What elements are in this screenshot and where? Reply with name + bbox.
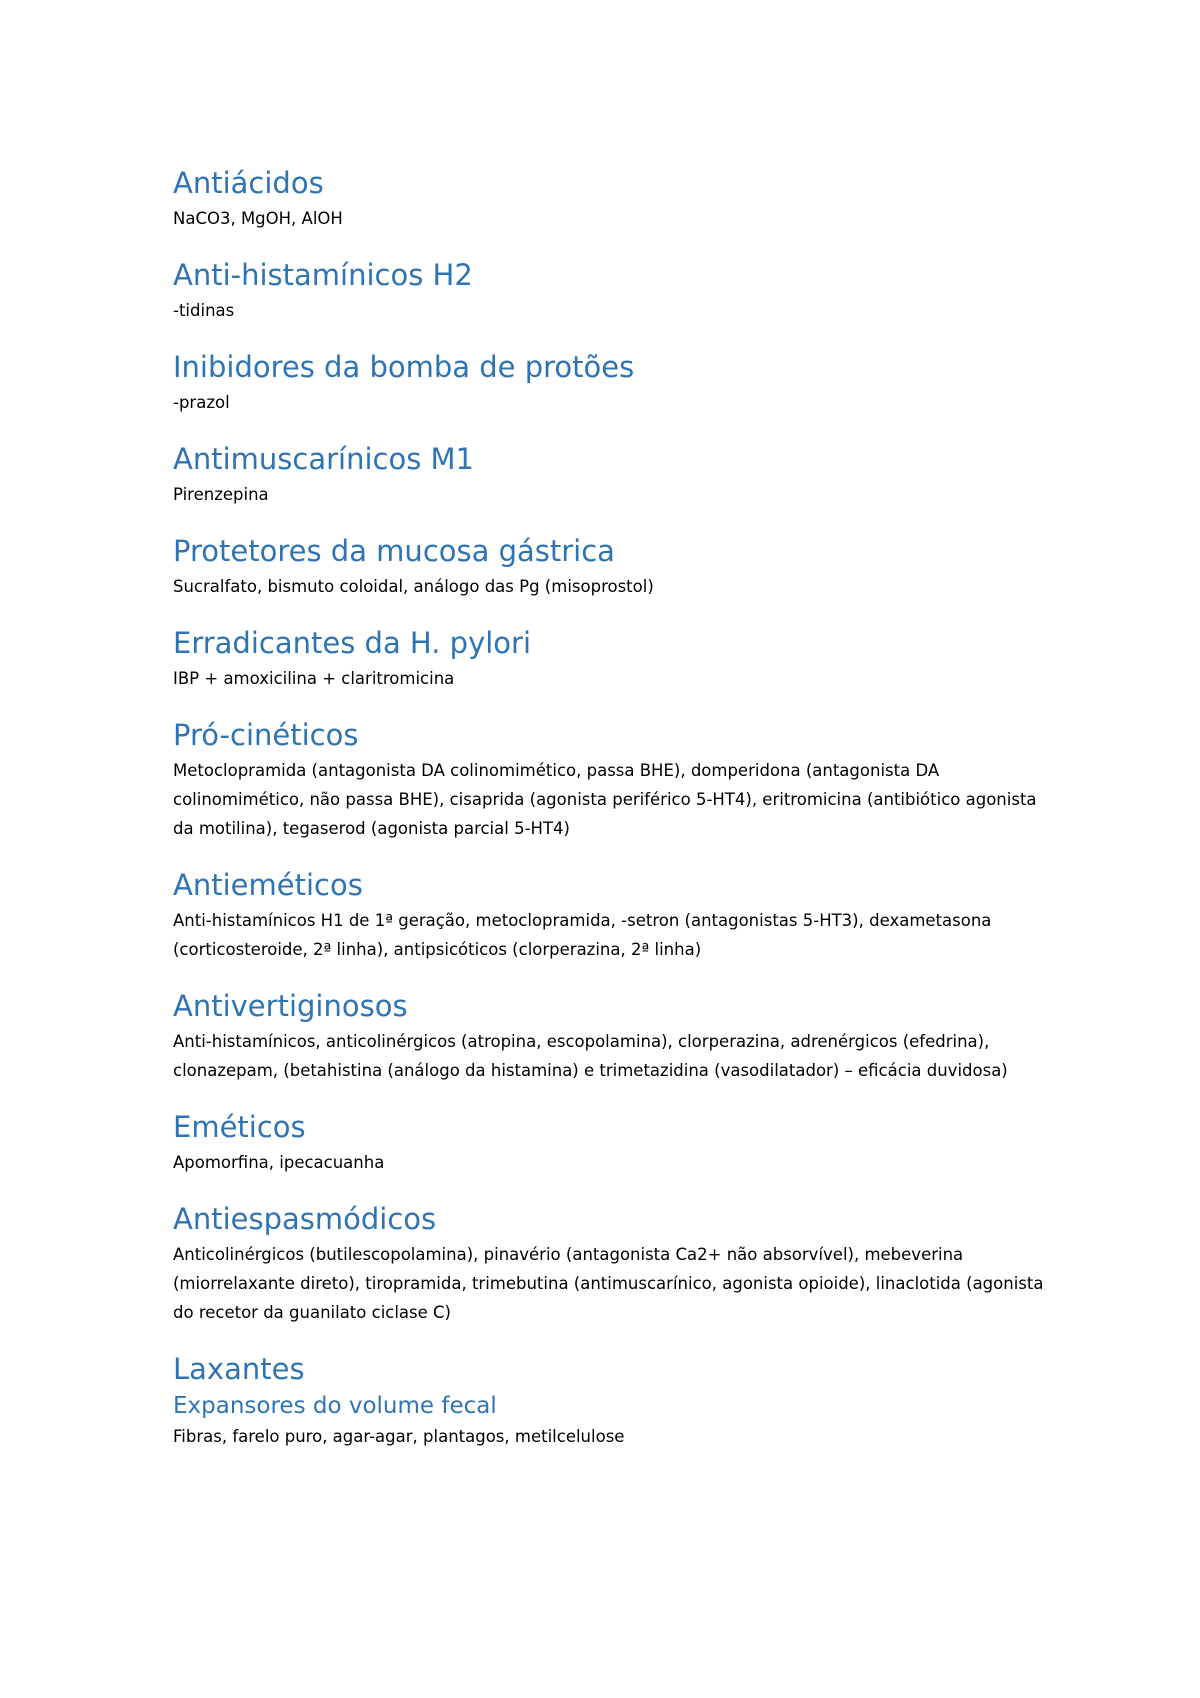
paragraph: -tidinas <box>173 301 235 320</box>
paragraph: Anti-histamínicos, anticolinérgicos (atropina, escopolamina), clorperazina, adrenérgicos (efedrina), clonazepam, (betahistina (análogo da histamina) e trimetazidina (vasodilatador) – eficácia duvidosa) <box>173 1032 1008 1080</box>
paragraph: IBP + amoxicilina + claritromicina <box>173 669 455 688</box>
section-antiemeticos <box>173 864 1053 964</box>
heading: Anti-histamínicos H2 <box>173 258 473 292</box>
paragraph: Anti-histamínicos H1 de 1ª geração, metoclopramida, -setron (antagonistas 5-HT3), dexametasona (corticosteroide, 2ª linha), antipsicóticos (clorperazina, 2ª linha) <box>173 911 992 959</box>
paragraph: Anticolinérgicos (butilescopolamina), pinavério (antagonista Ca2+ não absorvível), mebeverina (miorrelaxante direto), tiropramida, trimebutina (antimuscarínico, agonista opioide), linaclotida (agonista do recetor da guanilato ciclase C) <box>173 1245 1044 1322</box>
paragraph: -prazol <box>173 393 230 412</box>
section-pro-cineticos <box>173 714 1053 843</box>
section-emeticos <box>173 1106 1053 1177</box>
section-antiacidos <box>173 162 1053 233</box>
section-antimuscarinicos-m1 <box>173 438 1053 509</box>
heading: Laxantes <box>173 1352 305 1386</box>
document-content <box>173 162 1053 1472</box>
heading: Protetores da mucosa gástrica <box>173 534 615 568</box>
paragraph: NaCO3, MgOH, AlOH <box>173 209 343 228</box>
section-erradicantes-h-pylori <box>173 622 1053 693</box>
heading: Inibidores da bomba de protões <box>173 350 635 384</box>
section-protetores-mucosa <box>173 530 1053 601</box>
subheading: Expansores do volume fecal <box>173 1393 497 1419</box>
heading: Erradicantes da H. pylori <box>173 626 532 660</box>
heading: Antieméticos <box>173 868 363 902</box>
heading: Antiespasmódicos <box>173 1202 437 1236</box>
section-antivertiginosos <box>173 985 1053 1085</box>
section-anti-histaminicos-h2 <box>173 254 1053 325</box>
section-inibidores-bomba-protoes <box>173 346 1053 417</box>
section-laxantes <box>173 1348 1053 1451</box>
paragraph: Fibras, farelo puro, agar-agar, plantagos, metilcelulose <box>173 1427 625 1446</box>
paragraph: Sucralfato, bismuto coloidal, análogo das Pg (misoprostol) <box>173 577 654 596</box>
paragraph: Pirenzepina <box>173 485 269 504</box>
heading: Antiácidos <box>173 166 324 200</box>
heading: Antimuscarínicos M1 <box>173 442 475 476</box>
paragraph: Apomorfina, ipecacuanha <box>173 1153 385 1172</box>
section-antiespasmodicos <box>173 1198 1053 1327</box>
heading: Eméticos <box>173 1110 306 1144</box>
paragraph: Metoclopramida (antagonista DA colinomimético, passa BHE), domperidona (antagonista DA colinomimético, não passa BHE), cisaprida (agonista periférico 5-HT4), eritromicina (antibiótico agonista da motilina), tegaserod (agonista parcial 5-HT4) <box>173 761 1037 838</box>
heading: Pró-cinéticos <box>173 718 359 752</box>
heading: Antivertiginosos <box>173 989 408 1023</box>
